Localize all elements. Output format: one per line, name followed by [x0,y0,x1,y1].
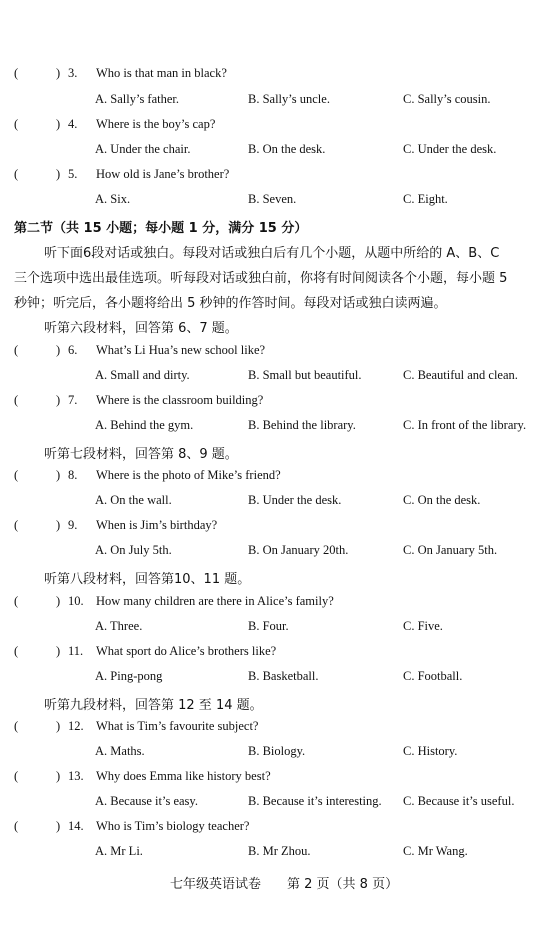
instruction-line-1: 听下面6段对话或独白。每段对话或独白后有几个小题，从题中所给的 A、B、C [44,246,500,261]
question-text: Where is the photo of Mike’s friend? [96,468,281,482]
answer-paren-open[interactable]: ( [14,594,19,608]
question-text: How many children are there in Alice’s family? [96,594,334,608]
option-a: A. Because it’s easy. [95,794,198,808]
option-b: B. Mr Zhou. [248,844,311,858]
question-number: 12. [68,719,84,733]
section-title: 第二节（共 15 小题；每小题 1 分，满分 15 分） [14,221,308,236]
material-header-7: 听第七段材料，回答第 8、9 题。 [44,447,238,462]
answer-paren-open[interactable]: ( [14,66,19,80]
option-a: A. Sally’s father. [95,92,180,106]
material-header-9: 听第九段材料，回答第 12 至 14 题。 [44,698,263,713]
option-b: B. Sally’s uncle. [248,92,330,106]
question-number: 11. [68,644,84,658]
question-text: How old is Jane’s brother? [96,167,230,181]
answer-paren-open[interactable]: ( [14,518,19,532]
question-text: When is Jim’s birthday? [96,518,218,532]
option-b: B. Seven. [248,192,297,206]
question-number: 5. [68,167,78,181]
option-c: C. History. [403,744,458,758]
option-b: B. On the desk. [248,142,326,156]
option-b: B. On January 20th. [248,543,349,557]
option-c: C. Eight. [403,192,448,206]
instruction-line-2: 三个选项中选出最佳选项。听每段对话或独白前，你将有时间阅读各个小题，每小题 5 [14,271,508,286]
question-number: 13. [68,769,84,783]
question-number: 7. [68,393,78,407]
option-a: A. Six. [95,192,131,206]
question-number: 10. [68,594,84,608]
question-text: Where is the boy’s cap? [96,117,216,131]
answer-paren-close: ) [56,719,61,733]
option-c: C. Football. [403,669,463,683]
question-number: 4. [68,117,78,131]
question-number: 6. [68,343,78,357]
option-c: C. Sally’s cousin. [403,92,491,106]
option-c: C. On January 5th. [403,543,498,557]
answer-paren-close: ) [56,769,61,783]
answer-paren-close: ) [56,117,61,131]
option-b: B. Small but beautiful. [248,368,362,382]
answer-paren-open[interactable]: ( [14,468,19,482]
option-a: A. Under the chair. [95,142,191,156]
answer-paren-close: ) [56,167,61,181]
exam-name: 七年级英语试卷 [170,877,262,892]
option-b: B. Four. [248,619,289,633]
answer-paren-open[interactable]: ( [14,167,19,181]
option-c: C. In front of the library. [403,418,527,432]
question-number: 14. [68,819,84,833]
answer-paren-close: ) [56,393,61,407]
answer-paren-close: ) [56,819,61,833]
option-c: C. Because it’s useful. [403,794,515,808]
option-c: C. On the desk. [403,493,481,507]
option-a: A. Ping-pong [95,669,163,683]
question-number: 8. [68,468,78,482]
option-a: A. Three. [95,619,143,633]
option-a: A. Small and dirty. [95,368,190,382]
answer-paren-open[interactable]: ( [14,117,19,131]
option-b: B. Behind the library. [248,418,356,432]
option-a: A. On the wall. [95,493,172,507]
option-b: B. Under the desk. [248,493,342,507]
option-c: C. Mr Wang. [403,844,468,858]
answer-paren-close: ) [56,66,61,80]
answer-paren-close: ) [56,594,61,608]
answer-paren-open[interactable]: ( [14,819,19,833]
material-header-6: 听第六段材料，回答第 6、7 题。 [44,321,238,336]
option-b: B. Basketball. [248,669,319,683]
answer-paren-open[interactable]: ( [14,719,19,733]
question-text: Who is that man in black? [96,66,227,80]
option-a: A. Mr Li. [95,844,143,858]
question-text: What sport do Alice’s brothers like? [96,644,277,658]
answer-paren-close: ) [56,518,61,532]
question-text: Why does Emma like history best? [96,769,271,783]
option-c: C. Five. [403,619,443,633]
question-text: What is Tim’s favourite subject? [96,719,259,733]
material-header-8: 听第八段材料，回答第10、11 题。 [44,572,251,587]
option-b: B. Biology. [248,744,306,758]
option-b: B. Because it’s interesting. [248,794,382,808]
answer-paren-open[interactable]: ( [14,644,19,658]
option-a: A. On July 5th. [95,543,172,557]
answer-paren-open[interactable]: ( [14,769,19,783]
answer-paren-close: ) [56,468,61,482]
option-c: C. Under the desk. [403,142,497,156]
option-a: A. Maths. [95,744,145,758]
option-a: A. Behind the gym. [95,418,194,432]
question-text: What’s Li Hua’s new school like? [96,343,266,357]
answer-paren-open[interactable]: ( [14,393,19,407]
question-number: 9. [68,518,78,532]
option-c: C. Beautiful and clean. [403,368,518,382]
answer-paren-open[interactable]: ( [14,343,19,357]
question-number: 3. [68,66,78,80]
answer-paren-close: ) [56,644,61,658]
question-text: Where is the classroom building? [96,393,264,407]
instruction-line-3: 秒钟；听完后，各小题将给出 5 秒钟的作答时间。每段对话或独白读两遍。 [14,296,447,311]
answer-paren-close: ) [56,343,61,357]
page-number: 第 2 页（共 8 页） [287,877,399,892]
question-text: Who is Tim’s biology teacher? [96,819,250,833]
